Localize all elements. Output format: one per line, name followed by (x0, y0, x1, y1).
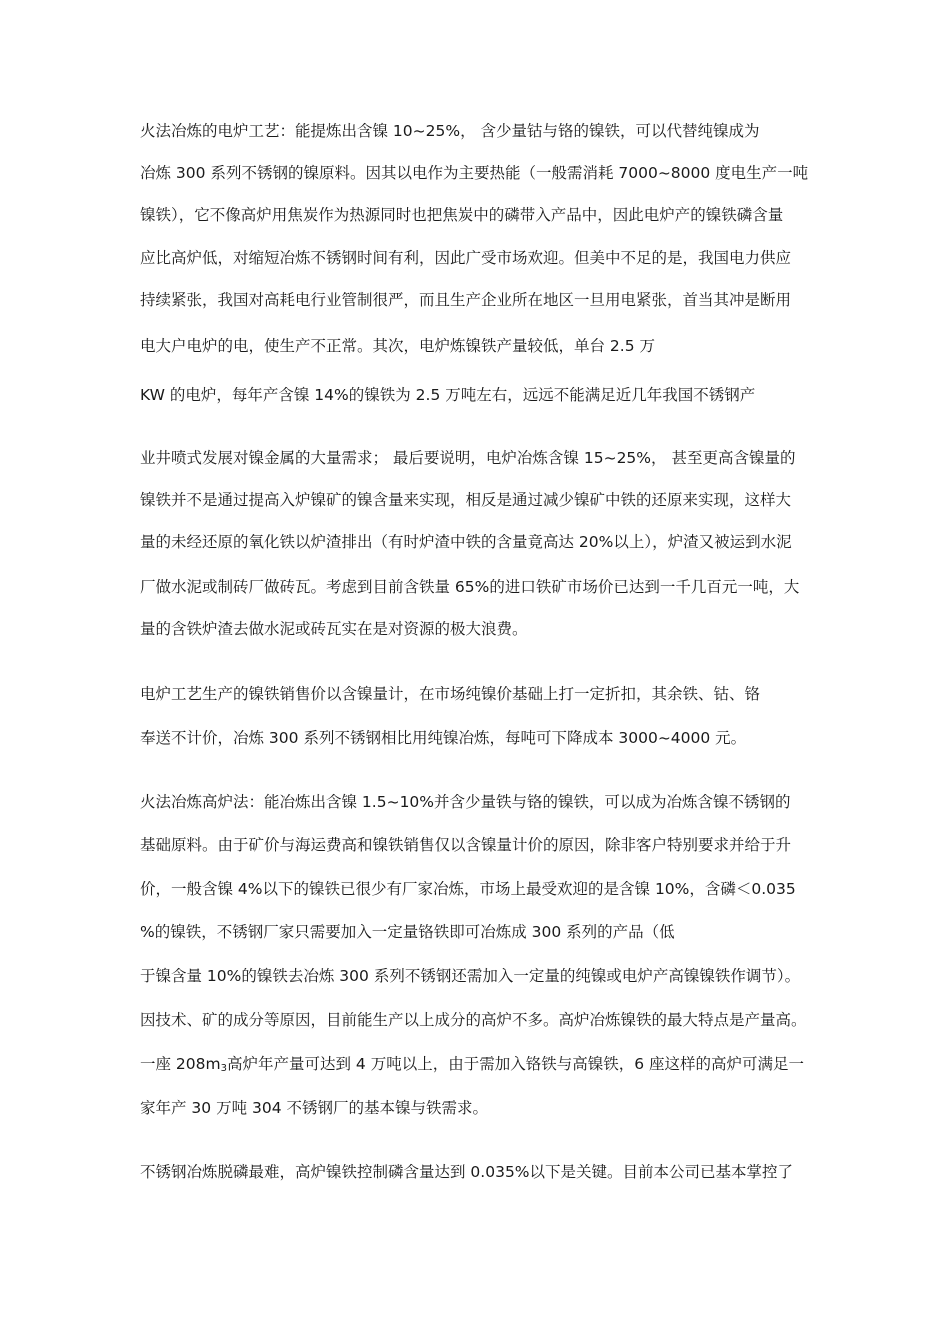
text-line: KW 的电炉，每年产含镍 14%的镍铁为 2.5 万吨左右，远远不能满足近几年我国不锈钢产 (140, 386, 756, 404)
text-line: 于镍含量 10%的镍铁去冶炼 300 系列不锈钢还需加入一定量的纯镍或电炉产高镍镍铁作调节）。 (140, 967, 801, 985)
text-line: 不锈钢冶炼脱磷最难，高炉镍铁控制磷含量达到 0.035%以下是关键。目前本公司已基本掌控了 (140, 1163, 794, 1181)
text-line: 业井喷式发展对镍金属的大量需求； 最后要说明，电炉冶炼含镍 15~25%， 甚至更高含镍量的 (140, 449, 796, 467)
text-line: 奉送不计价，冶炼 300 系列不锈钢相比用纯镍冶炼，每吨可下降成本 3000~4000 元。 (140, 729, 747, 747)
text-line: 应比高炉低，对缩短冶炼不锈钢时间有利，因此广受市场欢迎。但美中不足的是，我国电力供应 (140, 249, 792, 267)
text-line: 量的未经还原的氧化铁以炉渣排出（有时炉渣中铁的含量竟高达 20%以上），炉渣又被运到水泥 (140, 533, 792, 551)
text-line: 持续紧张，我国对高耗电行业管制很严，而且生产企业所在地区一旦用电紧张，首当其冲是断用 (140, 291, 792, 309)
text-line: 电大户电炉的电，使生产不正常。其次，电炉炼镍铁产量较低，单台 2.5 万 (140, 337, 656, 355)
text-line: 镍铁），它不像高炉用焦炭作为热源同时也把焦炭中的磷带入产品中，因此电炉产的镍铁磷含量 (140, 206, 784, 224)
text-line: 电炉工艺生产的镍铁销售价以含镍量计，在市场纯镍价基础上打一定折扣，其余铁、钴、铬 (140, 685, 761, 703)
text-line: 基础原料。由于矿价与海运费高和镍铁销售仅以含镍量计价的原因，除非客户特别要求并给于升 (140, 836, 792, 854)
text-line: 火法冶炼高炉法：能冶炼出含镍 1.5~10%并含少量铁与铬的镍铁，可以成为冶炼含镍不锈钢的 (140, 793, 791, 811)
text-line: 火法冶炼的电炉工艺：能提炼出含镍 10~25%， 含少量钴与铬的镍铁，可以代替纯镍成为 (140, 122, 760, 140)
text-line: 厂做水泥或制砖厂做砖瓦。考虑到目前含铁量 65%的进口铁矿市场价已达到一千几百元一吨，大 (140, 578, 800, 596)
text-line: 因技术、矿的成分等原因，目前能生产以上成分的高炉不多。高炉冶炼镍铁的最大特点是产量高。 (140, 1011, 807, 1029)
text-line: 价，一般含镍 4%以下的镍铁已很少有厂家冶炼，市场上最受欢迎的是含镍 10%，含磷＜0.035 (140, 880, 796, 898)
subscript: 3 (220, 1063, 227, 1074)
text-line (140, 1054, 804, 1079)
text-line: 量的含铁炉渣去做水泥或砖瓦实在是对资源的极大浪费。 (140, 620, 528, 638)
text-line: %的镍铁，不锈钢厂家只需要加入一定量铬铁即可冶炼成 300 系列的产品（低 (140, 923, 675, 941)
text-line: 家年产 30 万吨 304 不锈钢厂的基本镍与铁需求。 (140, 1099, 489, 1117)
text-line: 冶炼 300 系列不锈钢的镍原料。因其以电作为主要热能（一般需消耗 7000~8000 度电生产一吨 (140, 164, 809, 182)
text-line: 镍铁并不是通过提高入炉镍矿的镍含量来实现，相反是通过减少镍矿中铁的还原来实现，这样大 (140, 491, 792, 509)
text-fragment: 一座 208m (140, 1055, 221, 1073)
text-fragment: 高炉年产量可达到 4 万吨以上，由于需加入铬铁与高镍铁，6 座这样的高炉可满足一 (227, 1055, 805, 1073)
